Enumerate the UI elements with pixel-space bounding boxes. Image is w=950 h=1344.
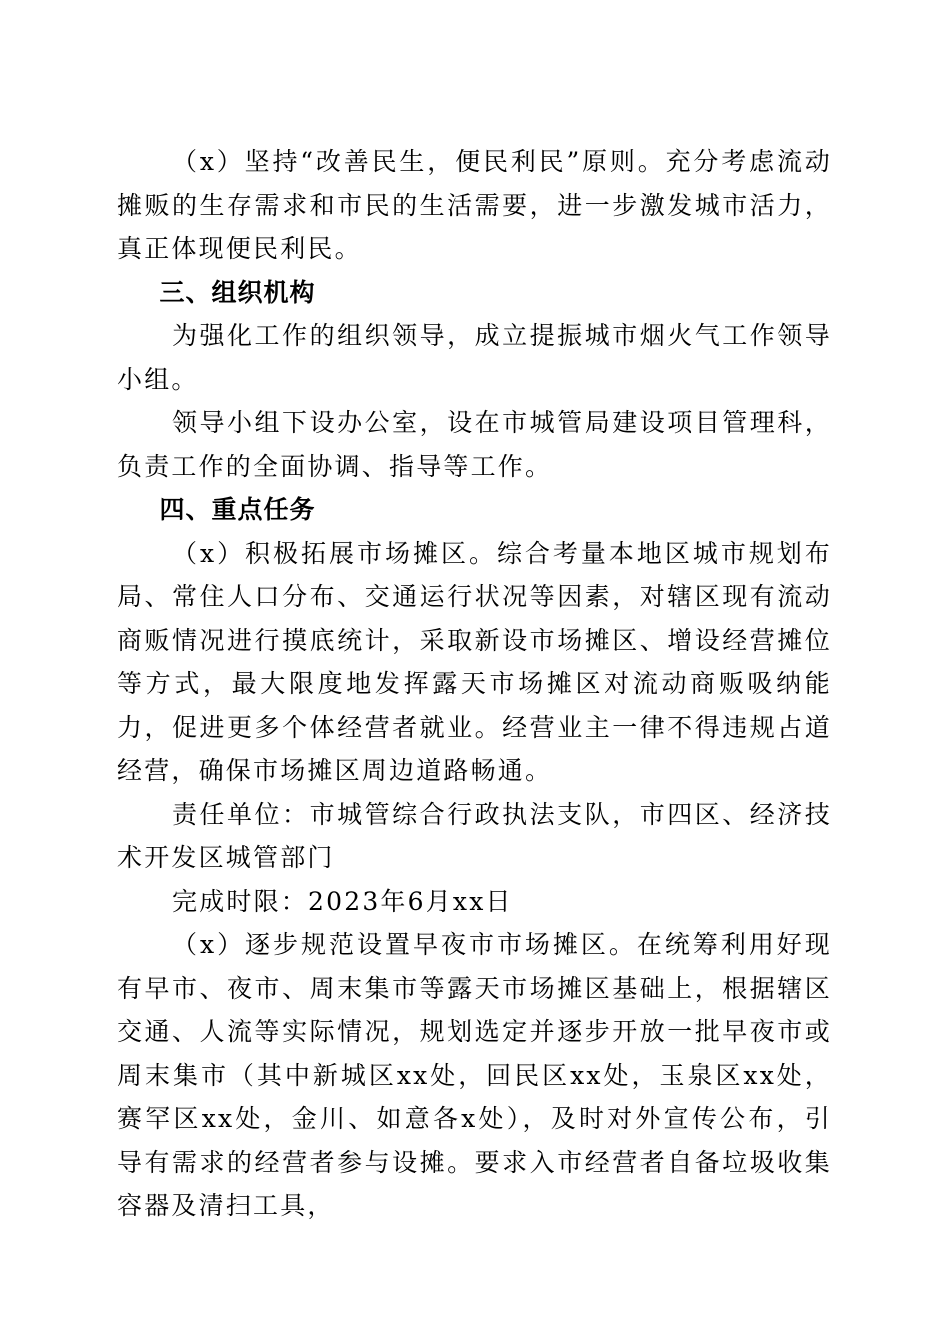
office-paragraph: 领导小组下设办公室，设在市城管局建设项目管理科，负责工作的全面协调、指导等工作。	[117, 408, 832, 481]
task-night-market-paragraph: （x）逐步规范设置早夜市市场摊区。在统筹利用好现有早市、夜市、周末集市等露天市场摊区基础上，根据辖区交通、人流等实际情况，规划选定并逐步开放一批早夜市或周末集市（其中新城区xx处，回民区xx处，玉泉区xx处，赛罕区xx处，金川、如意各x处），及时对外宣传公布，引导有需求的经营者参与设摊。要求入市经营者自备垃圾收集容器及清扫工具，	[117, 930, 832, 1220]
responsible-unit-paragraph: 责任单位：市城管综合行政执法支队，市四区、经济技术开发区城管部门	[117, 799, 832, 872]
document-body	[117, 140, 832, 1228]
leading-group-paragraph: 为强化工作的组织领导，成立提振城市烟火气工作领导小组。	[117, 321, 832, 394]
section-heading-organization: 三、组织机构	[159, 277, 316, 307]
task-expand-market-paragraph: （x）积极拓展市场摊区。综合考量本地区城市规划布局、常住人口分布、交通运行状况等因素，对辖区现有流动商贩情况进行摸底统计，采取新设市场摊区、增设经营摊位等方式，最大限度地发挥露天市场摊区对流动商贩吸纳能力，促进更多个体经营者就业。经营业主一律不得违规占道经营，确保市场摊区周边道路畅通。	[117, 538, 832, 785]
principle-paragraph: （x）坚持“改善民生，便民利民”原则。充分考虑流动摊贩的生存需求和市民的生活需要，进一步激发城市活力，真正体现便民利民。	[117, 147, 832, 263]
section-heading-tasks: 四、重点任务	[159, 495, 316, 524]
deadline-paragraph: 完成时限：2023年6月xx日	[172, 886, 513, 916]
